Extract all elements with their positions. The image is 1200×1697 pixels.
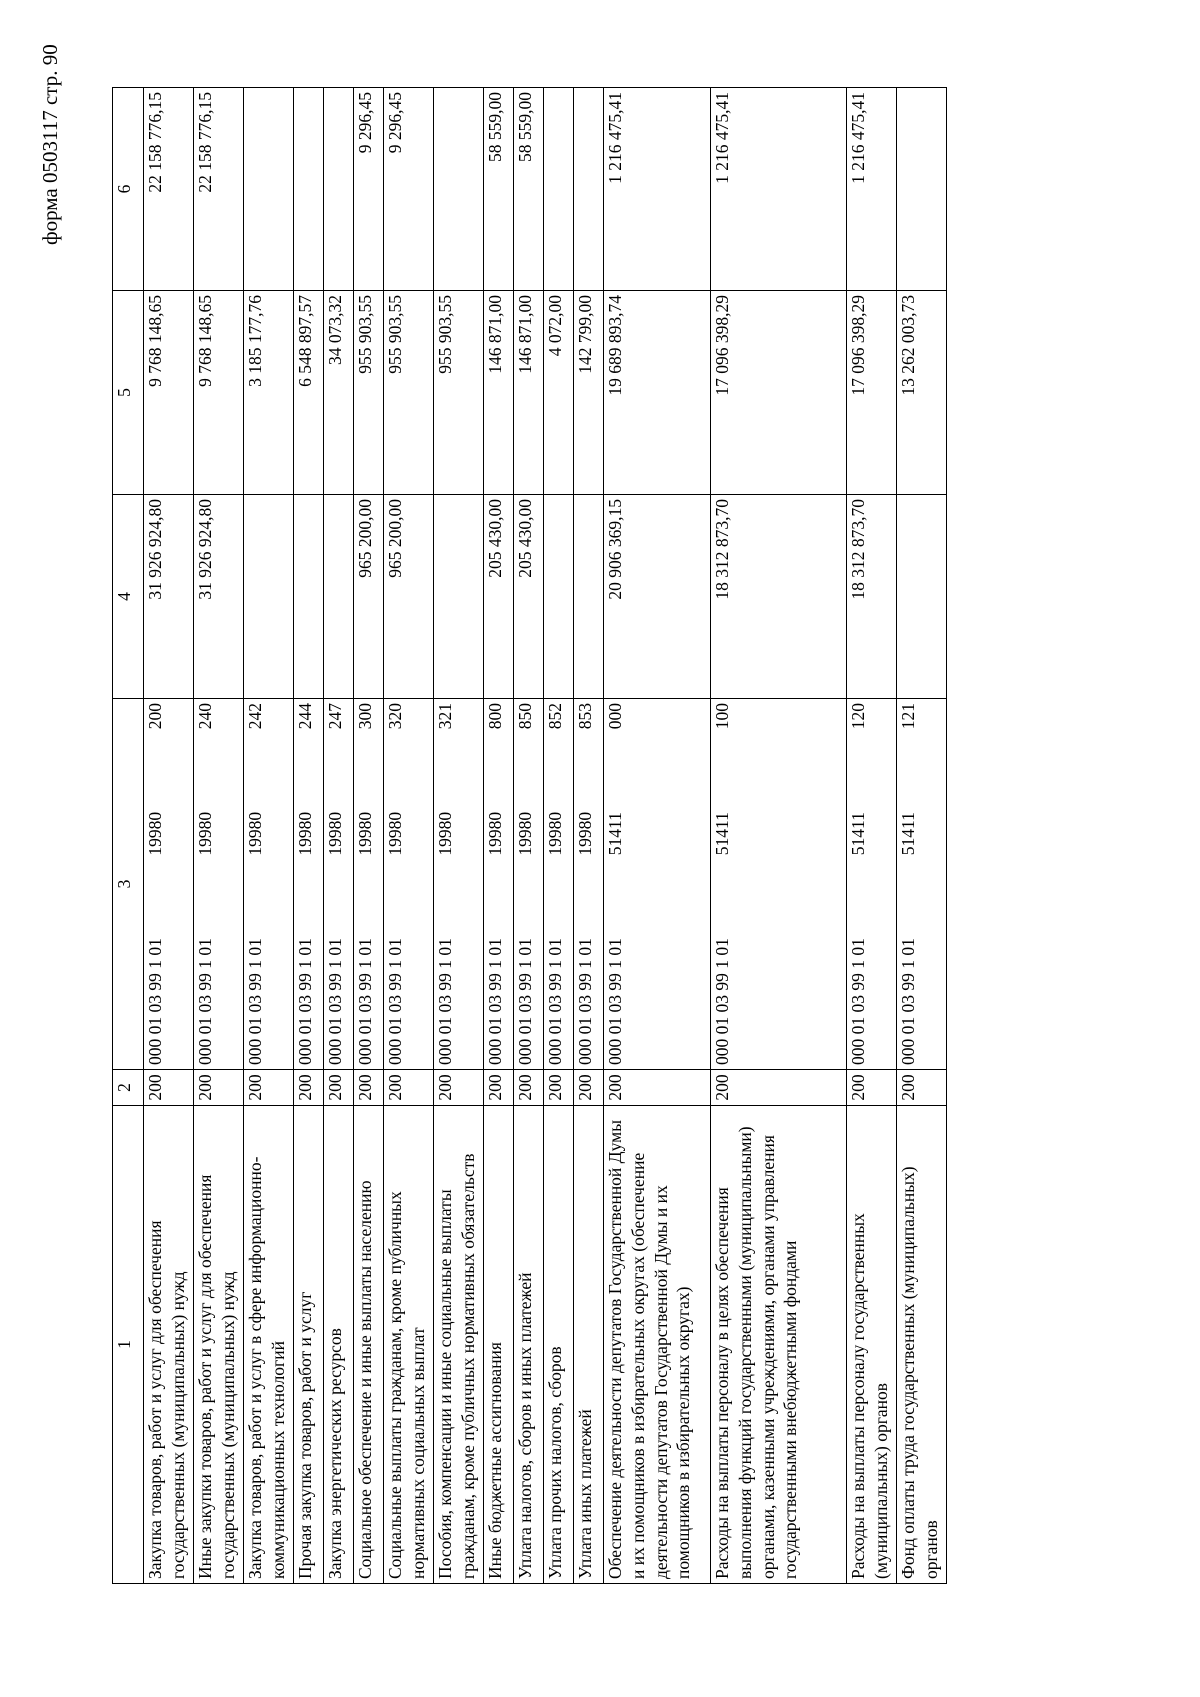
table-row (384, 88, 434, 1584)
classification-target: 19980 (245, 811, 265, 856)
executed-amount-cell: 146 871,00 (484, 291, 514, 495)
classification-type: 000 (605, 703, 625, 730)
classification-main: 000 01 03 99 1 01 (545, 938, 565, 1065)
row-code-cell: 200 (897, 1070, 947, 1106)
executed-amount-cell: 955 903,55 (354, 291, 384, 495)
classification-type: 100 (712, 703, 732, 730)
classification-cell (544, 699, 574, 1070)
row-code-cell: 200 (604, 1070, 711, 1106)
classification-target: 51411 (712, 812, 732, 856)
unexecuted-amount-cell (324, 88, 354, 291)
classification-type: 852 (545, 703, 565, 730)
classification-main: 000 01 03 99 1 01 (575, 938, 595, 1065)
row-code-cell: 200 (244, 1070, 294, 1106)
classification-type: 120 (848, 703, 868, 730)
row-name-cell: Иные закупки товаров, работ и услуг для обеспечения государственных (муниципальных) нужд (194, 1106, 244, 1584)
classification-type: 320 (385, 703, 405, 730)
classification-main: 000 01 03 99 1 01 (485, 938, 505, 1065)
unexecuted-amount-cell: 9 296,45 (384, 88, 434, 291)
row-name-cell: Уплата прочих налогов, сборов (544, 1106, 574, 1584)
classification-target: 19980 (355, 811, 375, 856)
classification-target: 19980 (545, 811, 565, 856)
table-row (324, 88, 354, 1584)
unexecuted-amount-cell: 1 216 475,41 (711, 88, 847, 291)
unexecuted-amount-cell (897, 88, 947, 291)
classification-main: 000 01 03 99 1 01 (515, 938, 535, 1065)
approved-amount-cell: 965 200,00 (354, 495, 384, 699)
unexecuted-amount-cell: 9 296,45 (354, 88, 384, 291)
classification-type: 242 (245, 703, 265, 730)
classification-type: 850 (515, 703, 535, 730)
unexecuted-amount-cell (294, 88, 324, 291)
unexecuted-amount-cell: 22 158 776,15 (194, 88, 244, 291)
unexecuted-amount-cell: 1 216 475,41 (847, 88, 897, 291)
unexecuted-amount-cell: 22 158 776,15 (144, 88, 194, 291)
classification-main: 000 01 03 99 1 01 (605, 938, 625, 1065)
unexecuted-amount-cell (434, 88, 484, 291)
classification-cell (711, 699, 847, 1070)
row-name-cell: Расходы на выплаты персоналу государственных (муниципальных) органов (847, 1106, 897, 1584)
approved-amount-cell: 965 200,00 (384, 495, 434, 699)
classification-type: 244 (295, 703, 315, 730)
classification-cell (324, 699, 354, 1070)
table-row (847, 88, 897, 1584)
row-code-cell: 200 (294, 1070, 324, 1106)
classification-target: 19980 (575, 811, 595, 856)
classification-cell (144, 699, 194, 1070)
table-row (244, 88, 294, 1584)
column-header: 4 (113, 495, 144, 699)
approved-amount-cell: 205 430,00 (484, 495, 514, 699)
classification-main: 000 01 03 99 1 01 (245, 938, 265, 1065)
row-code-cell: 200 (847, 1070, 897, 1106)
table-row (574, 88, 604, 1584)
row-name-cell: Социальные выплаты гражданам, кроме публичных нормативных социальных выплат (384, 1106, 434, 1584)
classification-target: 51411 (898, 812, 918, 856)
approved-amount-cell (244, 495, 294, 699)
classification-main: 000 01 03 99 1 01 (848, 938, 868, 1065)
executed-amount-cell: 13 262 003,73 (897, 291, 947, 495)
classification-main: 000 01 03 99 1 01 (325, 938, 345, 1065)
approved-amount-cell: 205 430,00 (514, 495, 544, 699)
executed-amount-cell: 4 072,00 (544, 291, 574, 495)
classification-target: 19980 (435, 811, 455, 856)
classification-target: 19980 (145, 811, 165, 856)
row-name-cell: Обеспечение деятельности депутатов Государственной Думы и их помощников в избирательных округах (обеспечение деятельности депутатов Государственной Думы и их помощников в избирательных округах) (604, 1106, 711, 1584)
classification-cell (897, 699, 947, 1070)
row-code-cell: 200 (324, 1070, 354, 1106)
classification-main: 000 01 03 99 1 01 (145, 938, 165, 1065)
classification-target: 19980 (385, 811, 405, 856)
classification-target: 19980 (515, 811, 535, 856)
classification-type: 121 (898, 703, 918, 730)
classification-cell (354, 699, 384, 1070)
table-row (194, 88, 244, 1584)
approved-amount-cell: 20 906 369,15 (604, 495, 711, 699)
table-row (434, 88, 484, 1584)
row-code-cell: 200 (484, 1070, 514, 1106)
classification-target: 19980 (195, 811, 215, 856)
classification-cell (194, 699, 244, 1070)
approved-amount-cell (574, 495, 604, 699)
classification-main: 000 01 03 99 1 01 (712, 938, 732, 1065)
row-name-cell: Закупка товаров, работ и услуг для обеспечения государственных (муниципальных) нужд (144, 1106, 194, 1584)
row-name-cell: Закупка товаров, работ и услуг в сфере информационно-коммуникационных технологий (244, 1106, 294, 1584)
row-code-cell: 200 (384, 1070, 434, 1106)
approved-amount-cell (324, 495, 354, 699)
row-code-cell: 200 (434, 1070, 484, 1106)
row-name-cell: Уплата иных платежей (574, 1106, 604, 1584)
classification-type: 247 (325, 703, 345, 730)
classification-type: 240 (195, 703, 215, 730)
row-name-cell: Закупка энергетических ресурсов (324, 1106, 354, 1584)
table-row (354, 88, 384, 1584)
classification-main: 000 01 03 99 1 01 (195, 938, 215, 1065)
executed-amount-cell: 146 871,00 (514, 291, 544, 495)
row-name-cell: Уплата налогов, сборов и иных платежей (514, 1106, 544, 1584)
approved-amount-cell (434, 495, 484, 699)
classification-main: 000 01 03 99 1 01 (355, 938, 375, 1065)
row-code-cell: 200 (194, 1070, 244, 1106)
executed-amount-cell: 34 073,32 (324, 291, 354, 495)
classification-main: 000 01 03 99 1 01 (898, 938, 918, 1065)
column-header: 5 (113, 291, 144, 495)
table-row (294, 88, 324, 1584)
table-row (144, 88, 194, 1584)
approved-amount-cell: 18 312 873,70 (711, 495, 847, 699)
executed-amount-cell: 142 799,00 (574, 291, 604, 495)
classification-main: 000 01 03 99 1 01 (295, 938, 315, 1065)
executed-amount-cell: 17 096 398,29 (847, 291, 897, 495)
form-label: форма 0503117 стр. 90 (38, 44, 62, 245)
approved-amount-cell (897, 495, 947, 699)
header-row (113, 88, 144, 1584)
table-row (897, 88, 947, 1584)
unexecuted-amount-cell (544, 88, 574, 291)
executed-amount-cell: 955 903,55 (434, 291, 484, 495)
approved-amount-cell (544, 495, 574, 699)
classification-main: 000 01 03 99 1 01 (435, 938, 455, 1065)
executed-amount-cell: 3 185 177,76 (244, 291, 294, 495)
row-code-cell: 200 (144, 1070, 194, 1106)
classification-target: 19980 (295, 811, 315, 856)
unexecuted-amount-cell: 1 216 475,41 (604, 88, 711, 291)
classification-cell (604, 699, 711, 1070)
table-row (514, 88, 544, 1584)
classification-cell (294, 699, 324, 1070)
approved-amount-cell: 31 926 924,80 (194, 495, 244, 699)
row-code-cell: 200 (514, 1070, 544, 1106)
row-code-cell: 200 (574, 1070, 604, 1106)
executed-amount-cell: 6 548 897,57 (294, 291, 324, 495)
row-name-cell: Пособия, компенсации и иные социальные выплаты гражданам, кроме публичных нормативных обязательств (434, 1106, 484, 1584)
classification-cell (244, 699, 294, 1070)
row-name-cell: Иные бюджетные ассигнования (484, 1106, 514, 1584)
row-name-cell: Фонд оплаты труда государственных (муниципальных) органов (897, 1106, 947, 1584)
column-header: 6 (113, 88, 144, 291)
table-row (604, 88, 711, 1584)
executed-amount-cell: 9 768 148,65 (144, 291, 194, 495)
column-header: 2 (113, 1070, 144, 1106)
column-header: 3 (113, 699, 144, 1070)
classification-cell (484, 699, 514, 1070)
classification-main: 000 01 03 99 1 01 (385, 938, 405, 1065)
classification-cell (384, 699, 434, 1070)
classification-type: 200 (145, 703, 165, 730)
table-body (144, 88, 947, 1584)
classification-cell (847, 699, 897, 1070)
unexecuted-amount-cell: 58 559,00 (514, 88, 544, 291)
approved-amount-cell (294, 495, 324, 699)
row-name-cell: Расходы на выплаты персоналу в целях обеспечения выполнения функций государственными (муниципальными) органами, казенными учреждениями, органами управления государственными внебюджетными фондами (711, 1106, 847, 1584)
executed-amount-cell: 19 689 893,74 (604, 291, 711, 495)
table-row (711, 88, 847, 1584)
unexecuted-amount-cell (244, 88, 294, 291)
unexecuted-amount-cell (574, 88, 604, 291)
classification-cell (574, 699, 604, 1070)
row-name-cell: Социальное обеспечение и иные выплаты населению (354, 1106, 384, 1584)
classification-type: 800 (485, 703, 505, 730)
table-row (544, 88, 574, 1584)
classification-cell (514, 699, 544, 1070)
approved-amount-cell: 18 312 873,70 (847, 495, 897, 699)
classification-type: 321 (435, 703, 455, 730)
approved-amount-cell: 31 926 924,80 (144, 495, 194, 699)
executed-amount-cell: 9 768 148,65 (194, 291, 244, 495)
classification-target: 51411 (848, 812, 868, 856)
report-table (112, 87, 947, 1584)
classification-type: 853 (575, 703, 595, 730)
row-name-cell: Прочая закупка товаров, работ и услуг (294, 1106, 324, 1584)
row-code-cell: 200 (354, 1070, 384, 1106)
classification-type: 300 (355, 703, 375, 730)
classification-cell (434, 699, 484, 1070)
executed-amount-cell: 17 096 398,29 (711, 291, 847, 495)
classification-target: 51411 (605, 812, 625, 856)
column-header: 1 (113, 1106, 144, 1584)
classification-target: 19980 (485, 811, 505, 856)
row-code-cell: 200 (544, 1070, 574, 1106)
row-code-cell: 200 (711, 1070, 847, 1106)
classification-target: 19980 (325, 811, 345, 856)
executed-amount-cell: 955 903,55 (384, 291, 434, 495)
unexecuted-amount-cell: 58 559,00 (484, 88, 514, 291)
table-row (484, 88, 514, 1584)
